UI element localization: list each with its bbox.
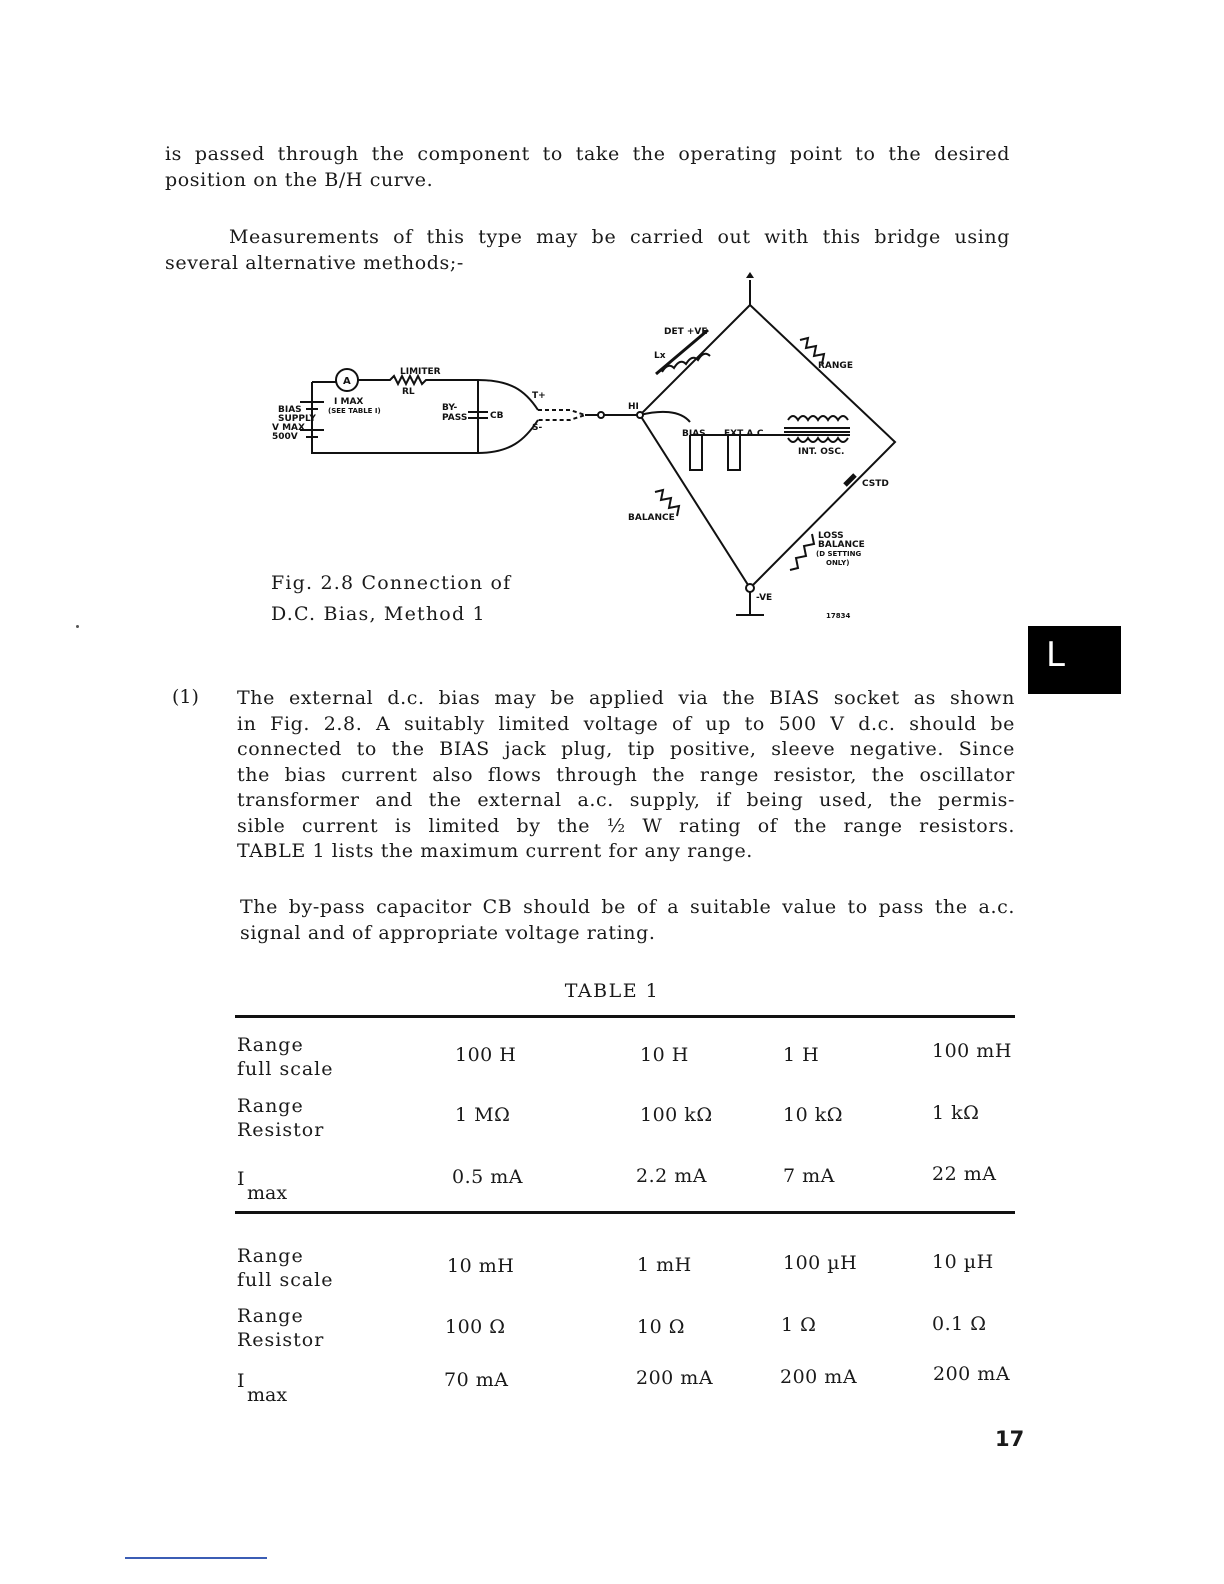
table-cell: 200 mA (933, 1363, 1011, 1385)
table-cell: 7 mA (783, 1165, 835, 1187)
table-rule-middle (235, 1211, 1015, 1214)
table-cell: 100 Ω (445, 1316, 506, 1338)
label-bias-supply-1: BIAS (278, 405, 302, 415)
table-cell: 10 kΩ (783, 1104, 843, 1126)
label-loss-3: (D SETTING (816, 550, 862, 558)
row-label-imax-sub: max (247, 1182, 288, 1204)
label-cb: CB (490, 411, 504, 421)
table-cell: 200 mA (636, 1367, 714, 1389)
table-cell: 0.1 Ω (932, 1313, 987, 1335)
label-cstd: CSTD (862, 479, 889, 489)
transformer-coil-bottom (788, 438, 848, 442)
footnote-rule (125, 1557, 267, 1559)
label-loss-2: BALANCE (818, 540, 865, 550)
label-range: RANGE (818, 361, 853, 371)
label-ext-ac: EXT A.C. (724, 429, 767, 439)
bias-jack (690, 435, 702, 470)
label-t-plus: T+ (532, 391, 546, 401)
table-cell: 1 kΩ (932, 1102, 980, 1124)
row-label-range-resistor (237, 1304, 324, 1352)
hi-to-bias-wire (640, 412, 690, 422)
label-rl: RL (402, 387, 415, 397)
table-cell: 200 mA (780, 1366, 858, 1388)
text-line: Measurements of this type may be carried out with this bridge using (229, 226, 1010, 248)
row-label-imax-i: I (237, 1168, 245, 1190)
table-cell: 10 µH (932, 1251, 994, 1273)
text-line: transformer and the external a.c. supply, if being used, the permis- (237, 789, 1015, 811)
table-cell: 100 H (455, 1044, 517, 1066)
section-tab: L (1028, 626, 1121, 694)
row-label-line: Range (237, 1095, 304, 1117)
table-cell: 10 H (640, 1044, 689, 1066)
row-label-line: Range (237, 1305, 304, 1327)
row-label-line: full scale (237, 1269, 334, 1291)
table-cell: 100 µH (783, 1252, 858, 1274)
label-limiter: LIMITER (400, 367, 441, 377)
row-label-line: Resistor (237, 1329, 325, 1351)
minus-ve-terminal (746, 584, 754, 592)
label-balance: BALANCE (628, 513, 675, 523)
row-label-line: full scale (237, 1058, 334, 1080)
text-line: position on the B/H curve. (165, 168, 434, 191)
table-cell: 1 Ω (781, 1314, 817, 1336)
jack-plug (538, 410, 585, 420)
loss-balance-resistor (790, 534, 814, 570)
label-loss-4: ONLY) (826, 559, 850, 567)
transformer-coil-top (788, 416, 848, 420)
label-bypass-1: BY- (442, 403, 458, 413)
row-label-imax-i: I (237, 1370, 245, 1392)
table-rule-top (235, 1015, 1015, 1018)
text-line: connected to the BIAS jack plug, tip positive, sleeve negative. Since (237, 738, 1015, 760)
table-title: TABLE 1 (564, 980, 660, 1002)
text-line: is passed through the component to take the operating point to the desired (165, 143, 1010, 165)
table-cell: 2.2 mA (636, 1165, 707, 1187)
label-figure-ref: 17834 (826, 612, 851, 620)
table-cell: 100 mH (932, 1040, 1012, 1062)
table-cell: 22 mA (932, 1163, 997, 1185)
row-label-imax-sub: max (247, 1384, 288, 1406)
row-label-line: Range (237, 1245, 304, 1267)
scan-speck (76, 625, 79, 628)
label-imax: I MAX (334, 397, 364, 407)
bypass-paragraph (240, 895, 1015, 946)
text-line: in Fig. 2.8. A suitably limited voltage of up to 500 V d.c. should be (237, 712, 1015, 735)
figure-caption-line: Fig. 2.8 Connection of (271, 572, 512, 594)
label-hi: HI (628, 402, 639, 412)
table-cell: 10 mH (447, 1255, 515, 1277)
figure-caption (271, 568, 511, 630)
text-line: The external d.c. bias may be applied via the BIAS socket as shown (237, 687, 1015, 709)
label-see-table: (SEE TABLE I) (328, 407, 381, 415)
item-1-paragraph (237, 686, 1015, 865)
page-number: 17 (995, 1427, 1025, 1451)
item-number: (1) (172, 686, 199, 708)
jack-socket (598, 412, 604, 418)
table-cell: 1 mH (637, 1254, 692, 1276)
hi-terminal (637, 412, 643, 418)
text-line: several alternative methods;- (165, 251, 464, 274)
table-cell: 10 Ω (637, 1316, 685, 1338)
intro-paragraph (165, 142, 1010, 193)
label-bias: BIAS (682, 429, 706, 439)
label-s-minus: S- (532, 423, 543, 433)
top-arrow (746, 272, 754, 278)
bias-wire-curve-top (478, 380, 538, 410)
label-volts: 500V (272, 432, 298, 442)
row-label-line: Resistor (237, 1119, 325, 1141)
table-cell: 1 H (783, 1044, 820, 1066)
table-cell: 0.5 mA (452, 1166, 523, 1188)
label-int-osc: INT. OSC. (798, 447, 845, 457)
text-line: TABLE 1 lists the maximum current for any range. (237, 840, 753, 862)
table-cell: 1 MΩ (455, 1104, 511, 1126)
row-label-line: Range (237, 1034, 304, 1056)
row-label-range-full-scale (237, 1244, 334, 1292)
text-line: the bias current also flows through the range resistor, the oscillator (237, 763, 1015, 786)
table-cell: 70 mA (444, 1369, 509, 1391)
text-line: The by-pass capacitor CB should be of a suitable value to pass the a.c. (240, 896, 1015, 918)
text-line: signal and of appropriate voltage rating. (240, 921, 656, 944)
label-minus-ve: -VE (756, 593, 773, 603)
ext-ac-jack (728, 435, 740, 470)
table-cell: 100 kΩ (640, 1104, 713, 1126)
methods-paragraph (165, 225, 1010, 276)
label-lx: Lx (654, 351, 666, 361)
row-label-range-resistor (237, 1094, 324, 1142)
bias-wire-curve-bottom (478, 420, 538, 453)
figure-caption-line: D.C. Bias, Method 1 (271, 603, 486, 625)
label-det-ve: DET +VE (664, 327, 708, 337)
label-vmax: V MAX (272, 423, 305, 433)
label-ammeter: A (343, 376, 351, 387)
text-line: sible current is limited by the ½ W rating of the range resistors. (237, 814, 1015, 837)
row-label-range-full-scale (237, 1033, 334, 1081)
limiter-resistor (358, 376, 478, 384)
label-bypass-2: PASS (442, 413, 468, 423)
label-bias-supply-2: SUPPLY (278, 414, 316, 424)
label-loss-1: LOSS (818, 531, 844, 541)
